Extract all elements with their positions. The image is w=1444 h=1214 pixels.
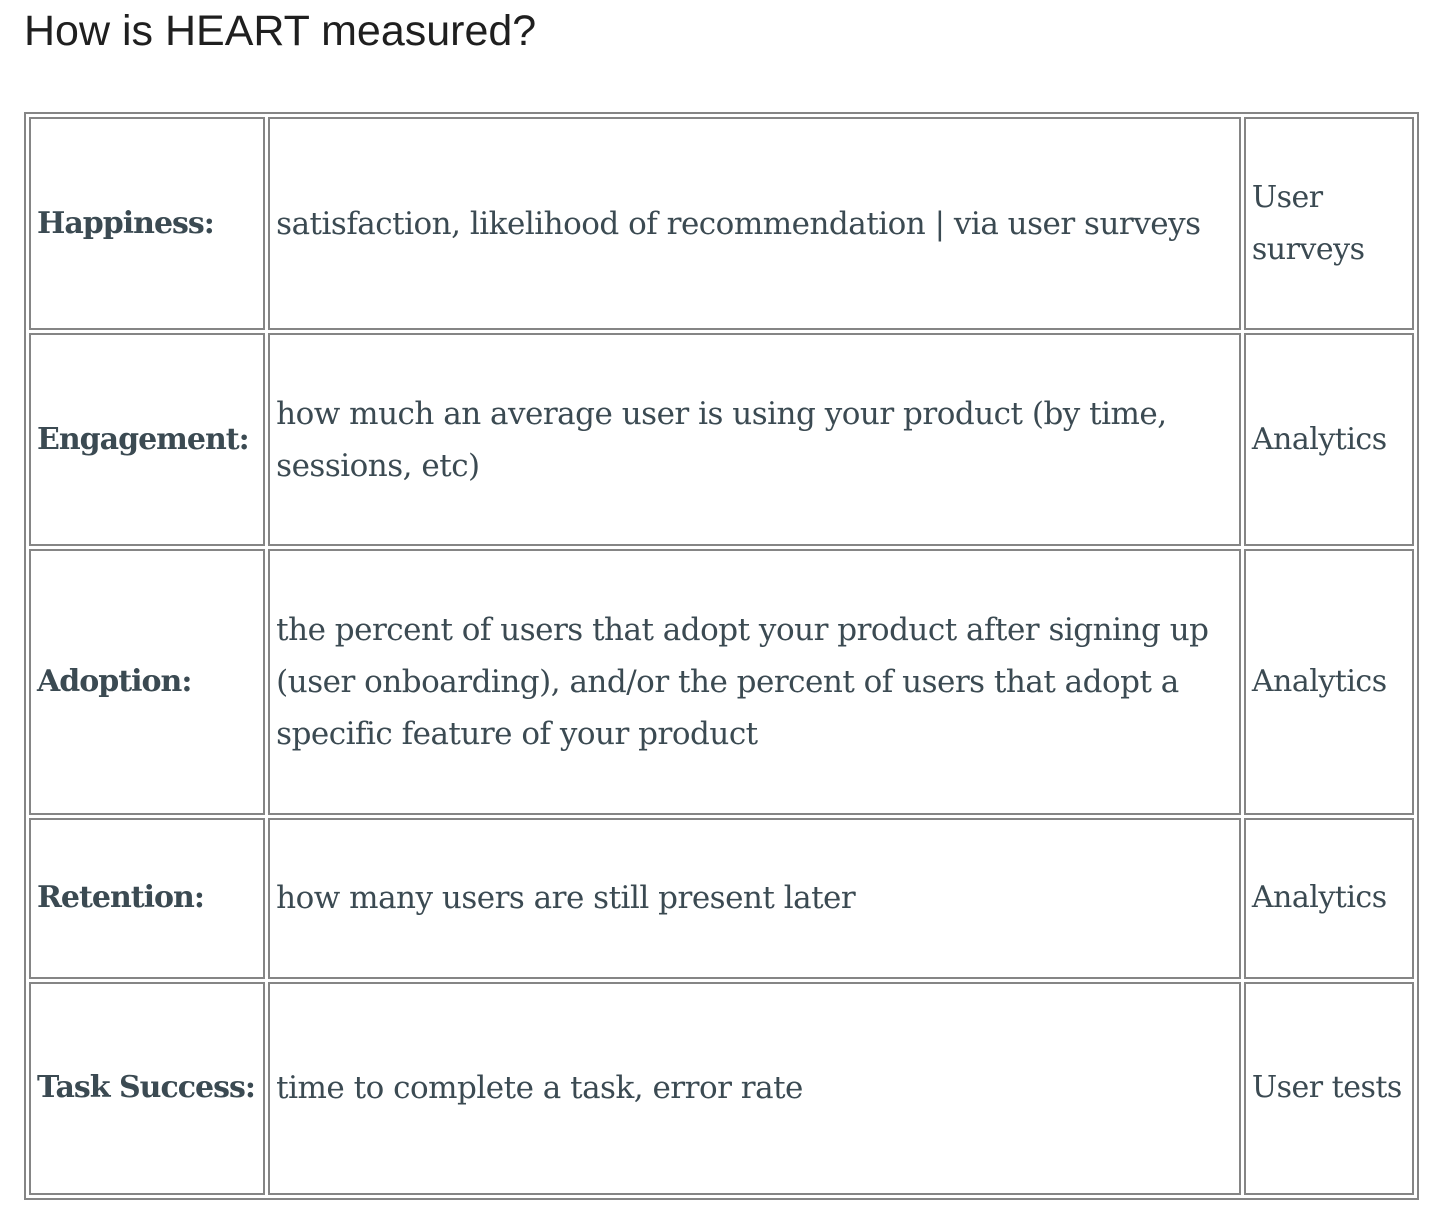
method-cell: User tests: [1244, 982, 1414, 1195]
description-cell: how many users are still present later: [268, 818, 1241, 979]
metric-cell: Retention:: [29, 818, 265, 979]
metric-cell: Engagement:: [29, 333, 265, 546]
description-cell: satisfaction, likelihood of recommendation | via user surveys: [268, 117, 1241, 330]
table-row-adoption: [29, 549, 1414, 814]
metric-cell: Happiness:: [29, 117, 265, 330]
method-cell: Analytics: [1244, 818, 1414, 979]
description-cell: how much an average user is using your product (by time, sessions, etc): [268, 333, 1241, 546]
metric-cell: Task Success:: [29, 982, 265, 1195]
method-cell: Analytics: [1244, 333, 1414, 546]
description-cell: the percent of users that adopt your product after signing up (user onboarding), and/or the percent of users that adopt a specific feature of your product: [268, 549, 1241, 814]
page-title: How is HEART measured?: [24, 7, 537, 55]
method-cell: Analytics: [1244, 549, 1414, 814]
description-cell: time to complete a task, error rate: [268, 982, 1241, 1195]
table-row-retention: [29, 818, 1414, 979]
metric-cell: Adoption:: [29, 549, 265, 814]
method-cell: User surveys: [1244, 117, 1414, 330]
heart-metrics-table: [24, 112, 1419, 1200]
table-row-task-success: [29, 982, 1414, 1195]
table-row-happiness: [29, 117, 1414, 330]
table-row-engagement: [29, 333, 1414, 546]
